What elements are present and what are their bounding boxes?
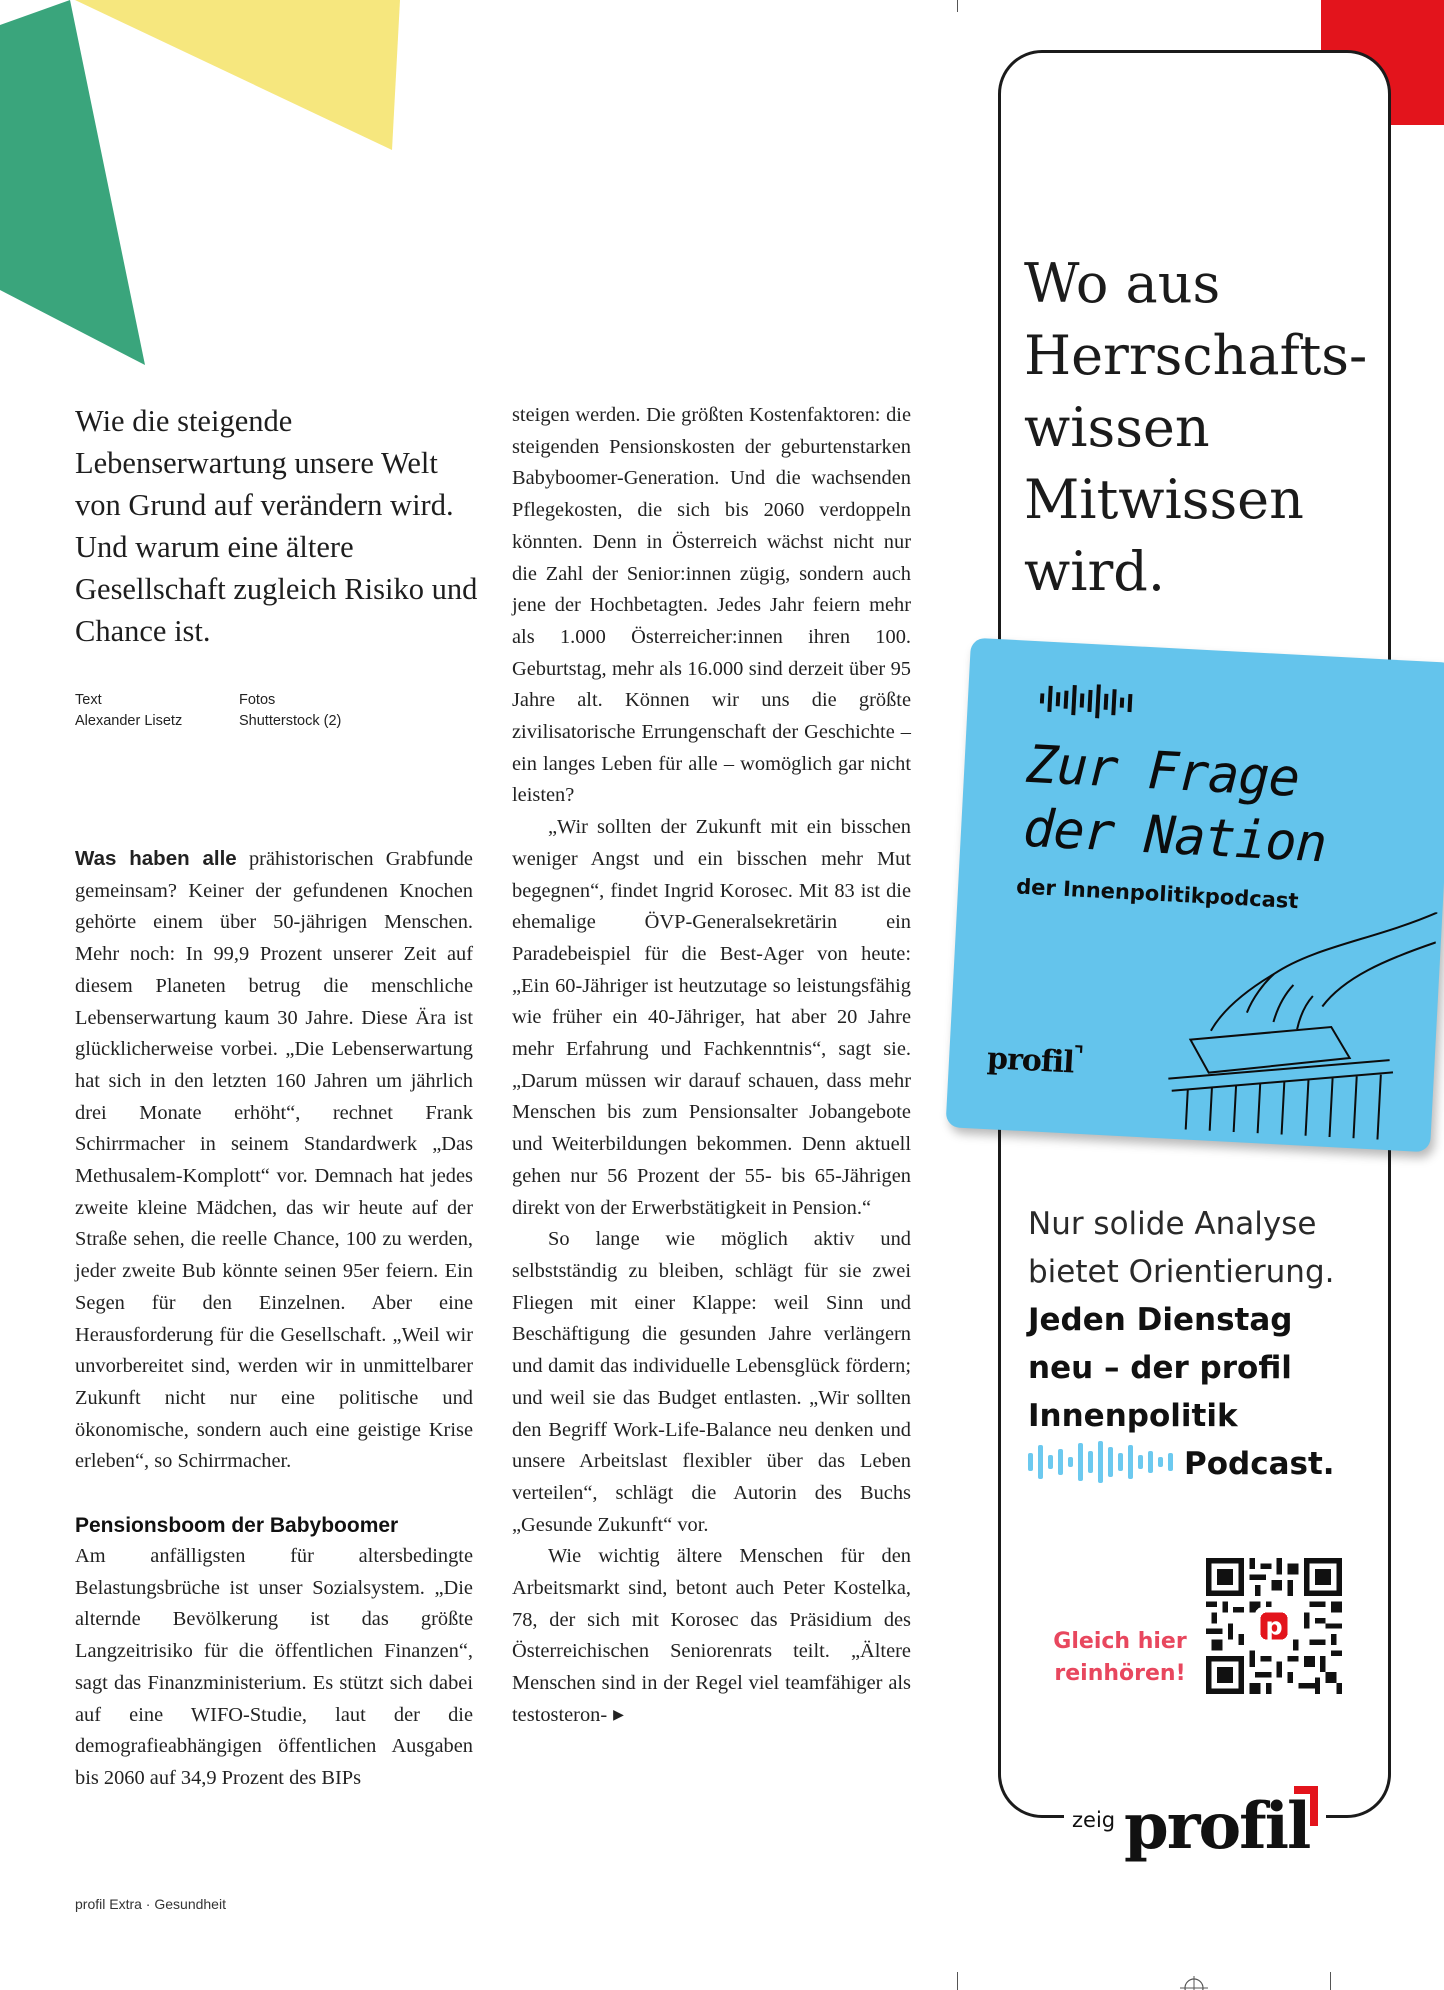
ad-headline-line: Wo aus xyxy=(1024,252,1221,315)
footer-section-label: profil Extra · Gesundheit xyxy=(75,1896,226,1912)
podcast-title xyxy=(1022,733,1331,877)
podcast-word: Podcast. xyxy=(1184,1446,1335,1482)
ad-headline-line: Herrschafts- xyxy=(1024,324,1368,387)
article-intro: Wie die steigende Lebenserwartung unsere Welt von Grund auf verändern wird. Und warum eine ältere Gesellschaft zugleich Risiko und Chance ist. xyxy=(75,404,478,648)
qr-callout: Gleich hier reinhören! xyxy=(1053,1629,1187,1686)
signature-prefix: zeig xyxy=(1072,1808,1116,1832)
signature-brand: profil xyxy=(1124,1789,1310,1864)
registration-mark-icon xyxy=(1180,1972,1208,1990)
qr-badge-text: p xyxy=(1265,1612,1283,1641)
section-subhead: Pensionsboom der Babyboomer xyxy=(75,1514,399,1538)
continue-arrow-icon: ▶ xyxy=(613,1707,624,1723)
podcast-title-line: der Nation xyxy=(1021,798,1328,875)
podcast-cover-card[interactable] xyxy=(946,638,1444,1153)
ad-headline xyxy=(1024,248,1368,608)
ad-claim-podcast-line xyxy=(1028,1440,1368,1488)
green-flag xyxy=(0,0,145,365)
ad-headline-line: wissen xyxy=(1024,396,1210,459)
credit-text xyxy=(75,690,182,732)
paragraph: „Wir sollten der Zukunft mit ein bisschen weniger Angst und ein bisschen mehr Mut begegnen“, findet Ingrid Korosec. Mit 83 ist die ehemalige ÖVP-Generalsekretärin ein Paradebeispiel für die Best-Ager von heute: „Ein 60-Jähriger ist heutzutage so leistungsfähig wie früher ein 40-Jähriger, hat aber 20 Jahre mehr Erfahrung und Fachkenntnis“, sagt sie. „Darum müssen wir darauf schauen, dass mehr Menschen bis zum Pensionsalter Jobangebote und Weiterbildungen bekommen. Denn aktuell gehen nur 56 Prozent der 55- bis 65-Jährigen direkt von der Erwerbstätigkeit in Pension.“ xyxy=(512,816,911,1219)
logo-tick-icon: ⌝ xyxy=(1073,1041,1084,1067)
article-column-1 xyxy=(75,843,473,1795)
ad-claim xyxy=(1028,1200,1368,1488)
article-column-2 xyxy=(512,400,911,1732)
ad-claim-line: bietet Orientierung. xyxy=(1028,1254,1335,1290)
crop-mark xyxy=(957,0,958,12)
soundwave-icon xyxy=(1039,681,1141,720)
credit-photo-source: Shutterstock (2) xyxy=(239,713,342,729)
paragraph-text: prähistorischen Grabfunde gemeinsam? Keiner der gefundenen Knochen gehörte einem über 50-jährigen Menschen. Mehr noch: In 99,9 Prozent unserer Zeit auf diesem Planeten betrug die menschliche Lebenserwartung kaum 30 Jahre. Diese Ära ist glücklicherweise vorbei. „Die Lebenserwartung hat sich in den letzten 160 Jahren um jährlich drei Monate erhöht“, rechnet Frank Schirrmacher in seinem Standardwerk „Das Methusalem-Komplott“ vor. Demnach hat jedes zweite kleine Mädchen, das wir heute auf der Straße sehen, die reelle Chance, 100 zu werden, jeder zweite Bub könnte seinen 95er feiern. Ein Segen für den Einzelnen. Aber eine Herausforderung für die Gesellschaft. „Weil wir unvorbereitet sind, werden wir in unmittelbarer Zukunft nicht nur eine politische und ökonomische, sondern auch eine geistige Krise erleben“, so Schirrmacher. xyxy=(75,848,473,1473)
profil-logo xyxy=(986,1037,1083,1081)
profil-tick-icon xyxy=(1294,1786,1318,1826)
lead-in: Was haben alle xyxy=(75,847,237,870)
soundwave-icon xyxy=(1028,1441,1178,1483)
ad-headline-line: wird. xyxy=(1024,540,1166,603)
ad-claim-bold-line: neu – der profil xyxy=(1028,1350,1292,1386)
paragraph xyxy=(512,1541,911,1731)
podcast-title-line: Zur Frage xyxy=(1025,734,1301,809)
crop-mark xyxy=(1330,1972,1331,1990)
paragraph xyxy=(75,843,473,1478)
profil-logo-text: profil xyxy=(986,1041,1075,1081)
credit-photo xyxy=(239,690,341,732)
ad-claim-bold-line: Jeden Dienstag xyxy=(1028,1302,1293,1338)
ad-claim-line: Nur solide Analyse xyxy=(1028,1206,1317,1242)
paragraph: steigen werden. Die größten Kostenfaktoren: die steigenden Pensionskosten der geburtenstarken Babyboomer-Generation. Und die wachsenden Pflegekosten, die sich bis 2060 verdoppeln könnten. Denn in Österreich wächst nicht nur die Zahl der Senior:innen zügig, sondern auch jene der Hochbetagten. Jedes Jahr feiern mehr als 1.000 Österreicher:innen ihren 100. Geburtstag, mehr als 16.000 sind derzeit über 95 Jahre alt. Können wir uns die größte zivilisatorische Errungenschaft der Geschichte – ein langes Leben für alle – womöglich gar nicht leisten? xyxy=(512,404,911,807)
crop-mark xyxy=(957,1972,958,1990)
credit-text-author: Alexander Lisetz xyxy=(75,713,183,729)
bunting-decoration xyxy=(0,0,420,380)
podcast-subtitle: der Innenpolitikpodcast xyxy=(1015,874,1300,914)
ad-claim-bold-line: Innenpolitik xyxy=(1028,1398,1238,1434)
qr-code-icon[interactable] xyxy=(1206,1558,1342,1694)
paragraph: So lange wie möglich aktiv und selbstständig zu bleiben, schlägt für sie zwei Fliegen mit einer Klappe: weil Sinn und Beschäftigung die gesunden Jahre verlängern und damit das individuelle Lebensglück fördern; und weil sie das Budget entlasten. „Wir sollten den Begriff Work-Life-Balance neu denken und unsere Arbeitslast flexibler über das Leben verteilen“, schlägt die Autorin des Buchs „Gesunde Zukunft“ vor. xyxy=(512,1228,911,1536)
paragraph-text: Wie wichtig ältere Menschen für den Arbeitsmarkt sind, betont auch Peter Kostelka, 78, der sich mit Korosec das Präsidium des Österreichischen Seniorenrats teilt. „Ältere Menschen sind in der Regel viel teamfähiger als testosteron- xyxy=(512,1545,911,1726)
hand-ballot-illustration xyxy=(1146,898,1438,1142)
credit-text-label: Text xyxy=(75,692,102,708)
paragraph: Am anfälligsten für altersbedingte Belastungsbrüche ist unser Sozialsystem. „Die alternde Bevölkerung ist das größte Langzeitrisiko für die öffentlichen Finanzen“, sagt das Finanzministerium. Es stützt sich dabei auf eine WIFO-Studie, laut der die demografieabhängigen öffentlichen Ausgaben bis 2060 auf 34,9 Prozent des BIPs xyxy=(75,1545,473,1789)
ad-headline-line: Mitwissen xyxy=(1024,468,1304,531)
yellow-flag xyxy=(75,0,400,150)
credit-photo-label: Fotos xyxy=(239,692,276,708)
